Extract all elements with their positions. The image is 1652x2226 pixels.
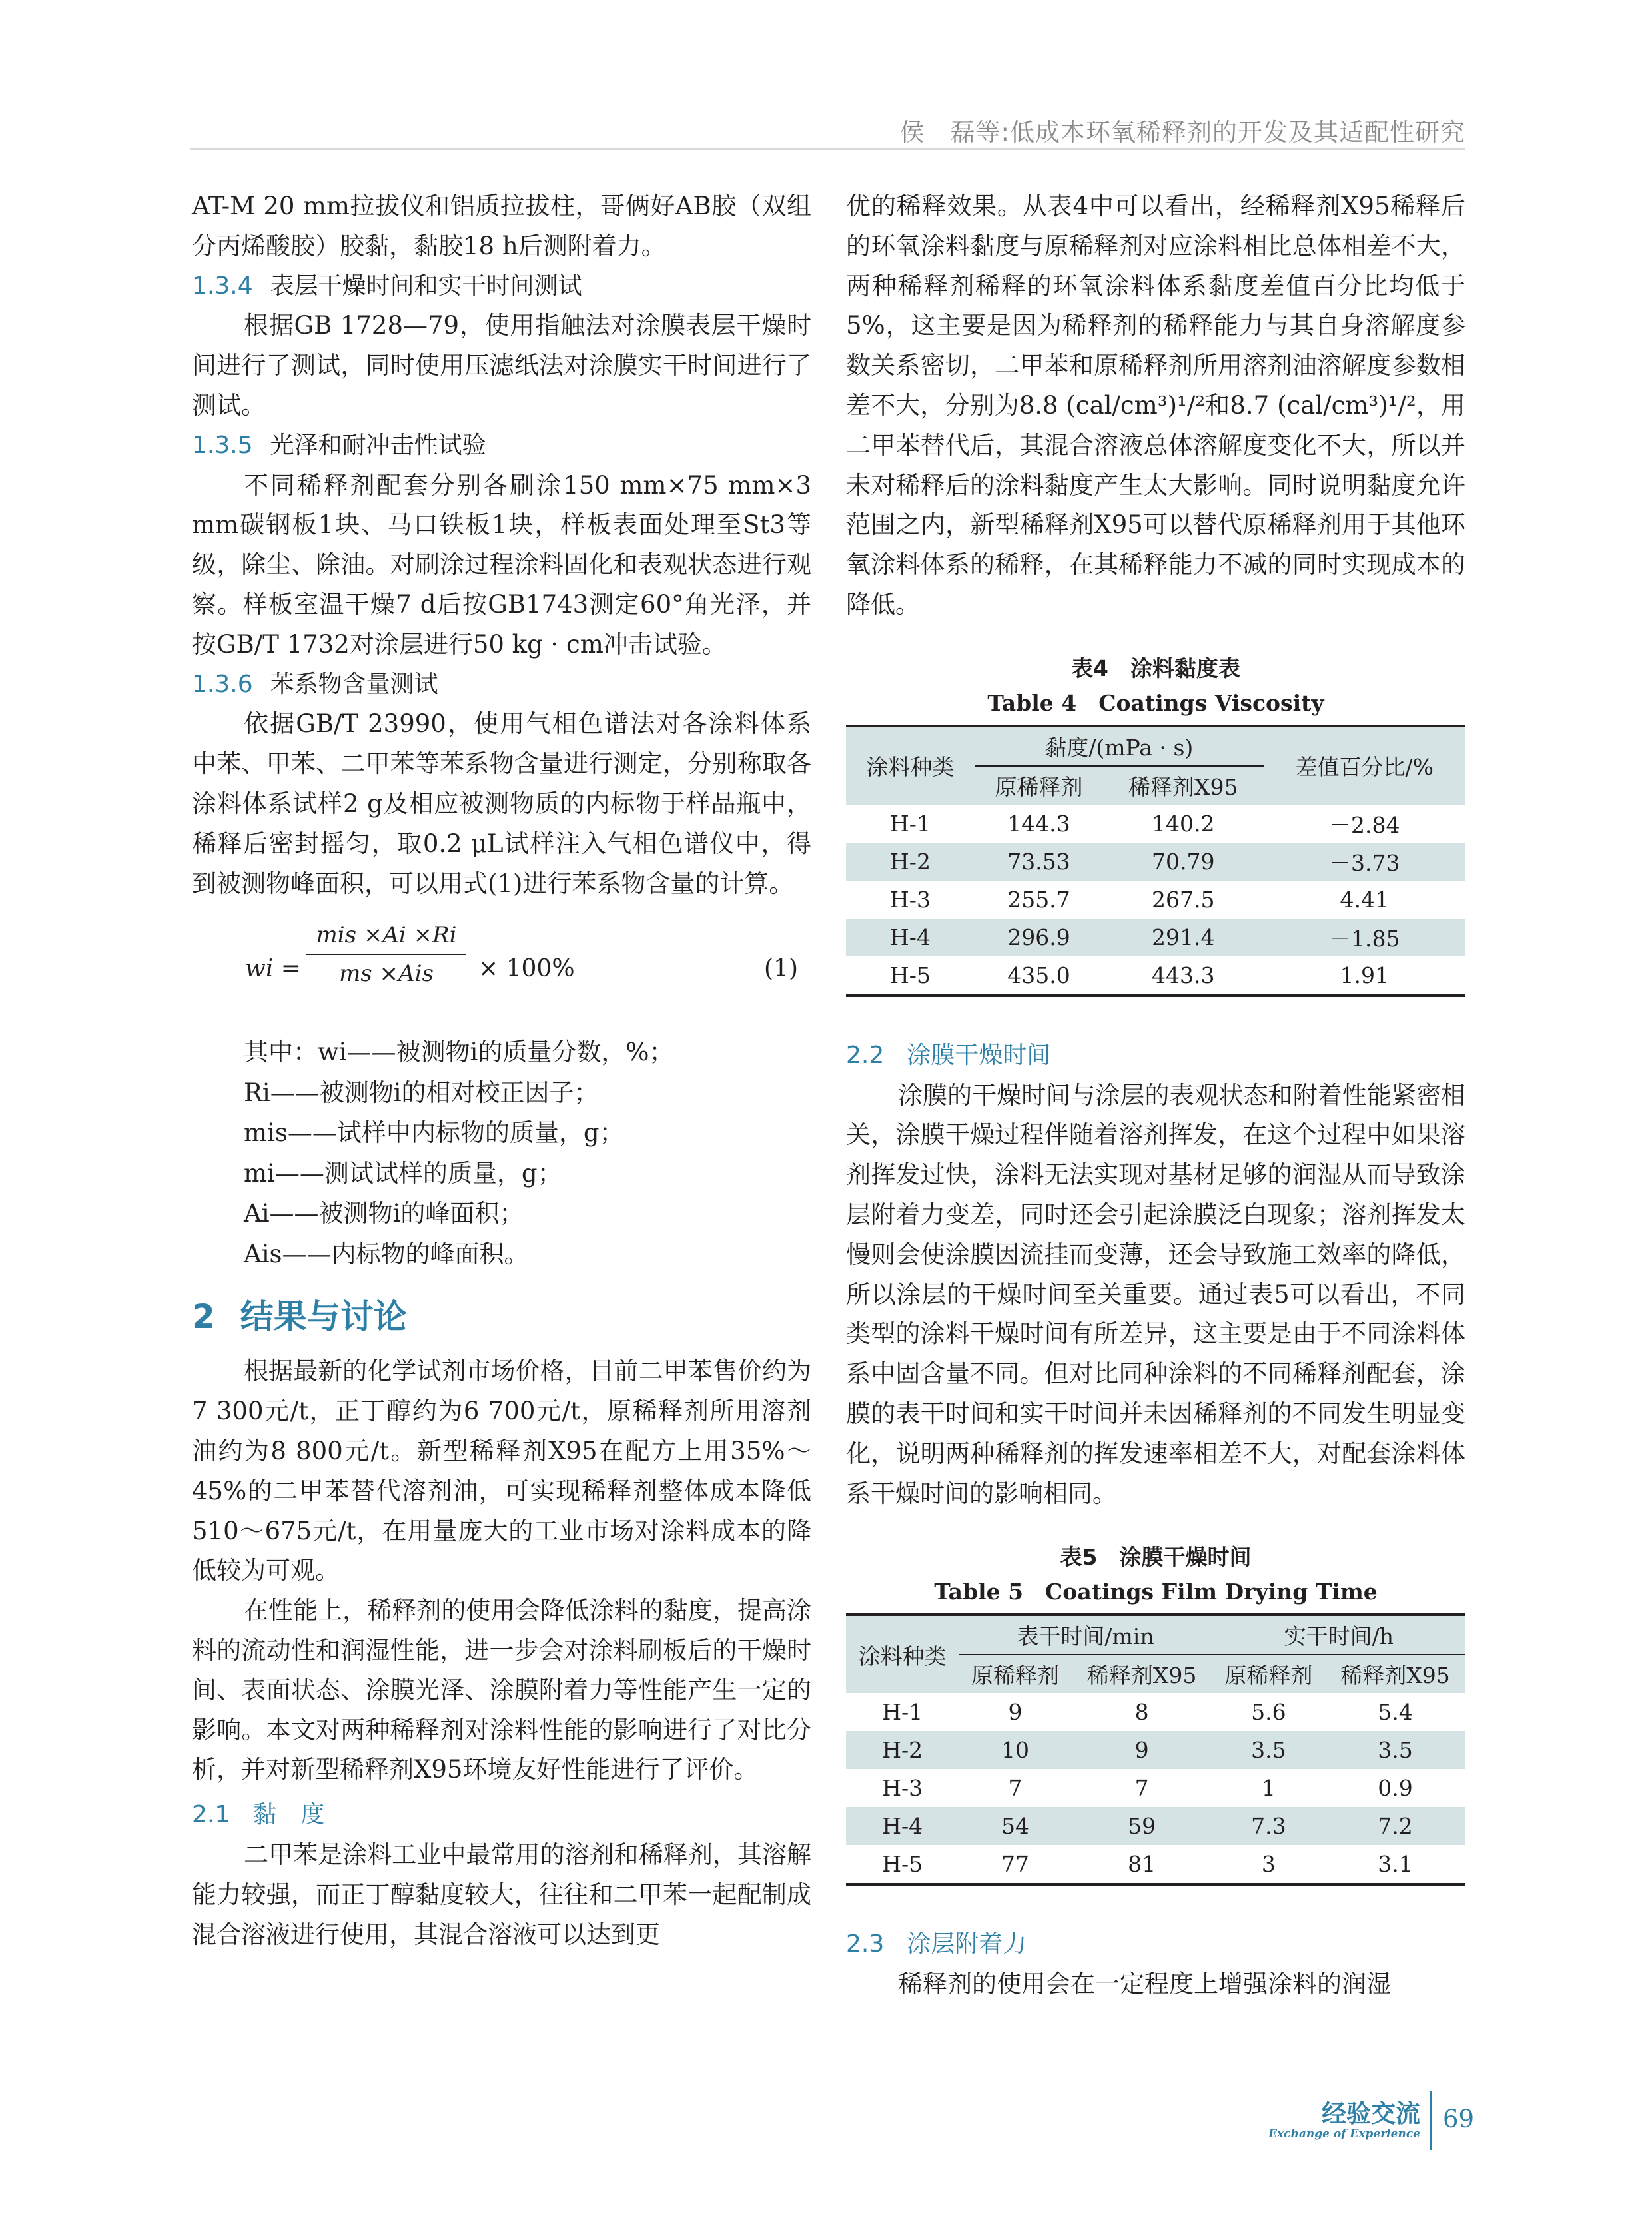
definition-line: Ri——被测物i的相对校正因子；: [244, 1078, 599, 1107]
table-cell: 1.91: [1340, 962, 1390, 988]
table-cell: 1: [1261, 1775, 1276, 1802]
table-cell: 0.9: [1378, 1775, 1413, 1802]
equation-denominator: ms ×Ais: [339, 960, 434, 988]
table-cell: 255.7: [1007, 886, 1070, 913]
paragraph-2-a: 根据最新的化学试剂市场价格，目前二甲苯售价约为7 300元/t，正丁醇约为6 700元/t，原稀释剂所用溶剂油约为8 800元/t。新型稀释剂X95在配方上用35%～45%的二甲苯替代溶剂油，可实现稀释剂整体成本降低510～675元/t，在用量庞大的工业市场对涂料成本的降低较为可观。: [192, 1357, 811, 1585]
header-rule: [190, 148, 1465, 150]
right-column: [846, 186, 1465, 2004]
table-cell: H-2: [846, 843, 975, 881]
equation-1: [192, 919, 811, 1019]
table-cell: 81: [1128, 1851, 1156, 1878]
fraction-bar: [306, 954, 466, 955]
table-row: [846, 919, 1465, 956]
table-row: [846, 1769, 1465, 1807]
variable-definitions: [192, 1032, 811, 1274]
section-heading-2-2: [846, 1036, 1465, 1076]
section-heading-1-3-6: [192, 665, 811, 705]
section-heading-1-3-4: [192, 266, 811, 306]
section-number: 2: [192, 1298, 215, 1337]
definition-line: 其中：wi——被测物i的质量分数，%；: [244, 1038, 674, 1067]
definition-line: mis——试样中内标物的质量，g；: [244, 1118, 624, 1148]
left-column: [192, 186, 811, 1954]
table-cell: 77: [1001, 1851, 1029, 1878]
table-row: [846, 1845, 1465, 1884]
table-cell: －2.84: [1329, 811, 1400, 838]
table-cell: 5.4: [1378, 1699, 1413, 1726]
table-4: [846, 725, 1465, 997]
table-row: [846, 1693, 1465, 1731]
table-header: 实干时间/h: [1212, 1615, 1465, 1655]
section-title: 光泽和耐冲击性试验: [270, 431, 486, 459]
running-title: 侯 磊等:低成本环氧稀释剂的开发及其适配性研究: [899, 118, 1465, 147]
table-header: 原稀释剂: [959, 1655, 1071, 1693]
table-cell: 140.2: [1152, 810, 1215, 837]
table-cell: 54: [959, 1807, 1071, 1845]
table-5-caption: 表5 涂膜干燥时间: [1060, 1544, 1252, 1571]
section-heading-2-3: [846, 1924, 1465, 1964]
table-4-caption: 表4 涂料黏度表: [1071, 655, 1240, 681]
table-cell: 70.79: [1103, 843, 1264, 881]
table-cell: 73.53: [975, 843, 1103, 881]
table-cell: －3.73: [1264, 843, 1465, 881]
paragraph-2-2: 涂膜的干燥时间与涂层的表观状态和附着性能紧密相关，涂膜干燥过程伴随着溶剂挥发，在这个过程中如果溶剂挥发过快，涂料无法实现对基材足够的润湿从而导致涂层附着力变差，同时还会引起涂膜泛白现象；溶剂挥发太慢则会使涂膜因流挂而变薄，还会导致施工效率的降低，所以涂层的干燥时间至关重要。通过表5可以看出，不同类型的涂料干燥时间有所差异，这主要是由于不同涂料体系中固含量不同。但对比同种涂料的不同稀释剂配套，涂膜的表干时间和实干时间并未因稀释剂的不同发生明显变化，说明两种稀释剂的挥发速率相差不大，对配套涂料体系干燥时间的影响相同。: [846, 1080, 1465, 1508]
section-title: 表层干燥时间和实干时间测试: [270, 272, 582, 300]
table-cell: 296.9: [975, 919, 1103, 956]
section-number: 2.1: [192, 1801, 230, 1829]
section-heading-2: [192, 1297, 811, 1337]
table-cell: 267.5: [1152, 886, 1215, 913]
paragraph-continued: AT-M 20 mm拉拔仪和铝质拉拔柱，哥俩好AB胶（双组分丙烯酸胶）胶黏，黏胶18 h后测附着力。: [192, 192, 811, 260]
paragraph-2-3: 稀释剂的使用会在一定程度上增强涂料的润湿: [898, 1970, 1391, 1999]
table-header: 黏度/(mPa · s): [975, 726, 1264, 766]
table-cell: 3.5: [1325, 1731, 1465, 1769]
section-heading-1-3-5: [192, 426, 811, 466]
table-cell: 3.1: [1378, 1851, 1413, 1878]
table-cell: H-4: [846, 1807, 959, 1845]
table-cell: 10: [959, 1731, 1071, 1769]
table-cell: 59: [1072, 1807, 1212, 1845]
section-number: 1.3.5: [192, 431, 253, 459]
table-cell: 435.0: [1007, 962, 1070, 988]
table-cell: H-5: [890, 962, 931, 988]
section-title: 涂层附着力: [907, 1930, 1027, 1958]
definition-line: Ai——被测物i的峰面积；: [244, 1199, 524, 1228]
table-cell: 7.3: [1212, 1807, 1325, 1845]
table-cell: 5.6: [1251, 1699, 1286, 1726]
table-header: 稀释剂X95: [1103, 766, 1264, 805]
equation-fraction: [306, 922, 466, 987]
page-number: 69: [1443, 2105, 1475, 2133]
table-cell: 7: [1134, 1775, 1149, 1802]
table-cell: －1.85: [1264, 919, 1465, 956]
paragraph-1-3-5: 不同稀释剂配套分别各刷涂150 mm×75 mm×3 mm碳钢板1块、马口铁板1块，样板表面处理至St3等级，除尘、除油。对刷涂过程涂料固化和表观状态进行观察。样板室温干燥7 d后按GB1743测定60°角光泽，并按GB/T 1732对涂层进行50 kg · cm冲击试验。: [192, 470, 811, 659]
section-title: 苯系物含量测试: [270, 670, 438, 698]
section-heading-2-1: [192, 1795, 811, 1835]
section-number: 2.3: [846, 1930, 885, 1958]
table-cell: 9: [1008, 1699, 1023, 1726]
definition-line: Ais——内标物的峰面积。: [244, 1239, 529, 1268]
table-cell: H-3: [890, 886, 931, 913]
table-cell: H-3: [882, 1775, 923, 1802]
section-title: 黏 度: [252, 1801, 325, 1829]
definition-line: mi——测试试样的质量，g；: [244, 1158, 562, 1188]
table-row: [846, 805, 1465, 843]
table-cell: 3.5: [1212, 1731, 1325, 1769]
paragraph-1-3-4: 根据GB 1728—79，使用指触法对涂膜表层干燥时间进行了测试，同时使用压滤纸法对涂膜实干时间进行了测试。: [192, 311, 811, 420]
table-header: 原稀释剂: [975, 766, 1103, 805]
paragraph-2-1-continued: 优的稀释效果。从表4中可以看出，经稀释剂X95稀释后的环氧涂料黏度与原稀释剂对应涂料相比总体相差不大，两种稀释剂稀释的环氧涂料体系黏度差值百分比均低于5%，这主要是因为稀释剂的稀释能力与其自身溶解度参数关系密切，二甲苯和原稀释剂所用溶剂油溶解度参数相差不大，分别为8.8 (cal/cm³)¹/²和8.7 (cal/cm³)¹/²，用二甲苯替代后，其混合溶液总体溶解度变化不大，所以并未对稀释后的涂料黏度产生太大影响。同时说明黏度允许范围之内，新型稀释剂X95可以替代原稀释剂用于其他环氧涂料体系的稀释，在其稀释能力不减的同时实现成本的降低。: [846, 192, 1465, 619]
table-row: [846, 881, 1465, 919]
paragraph-2-b: 在性能上，稀释剂的使用会降低涂料的黏度，提高涂料的流动性和润湿性能，进一步会对涂料刷板后的干燥时间、表面状态、涂膜光泽、涂膜附着力等性能产生一定的影响。本文对两种稀释剂对涂料性能的影响进行了对比分析，并对新型稀释剂X95环境友好性能进行了评价。: [192, 1596, 811, 1784]
table-cell: H-1: [882, 1699, 923, 1726]
table-row: [846, 1807, 1465, 1845]
table-row: [846, 1731, 1465, 1769]
table-cell: 4.41: [1340, 886, 1390, 913]
table-row: [846, 956, 1465, 996]
table-header: 稀释剂X95: [1325, 1655, 1465, 1693]
footer-divider: [1430, 2091, 1432, 2150]
paragraph-2-1: 二甲苯是涂料工业中最常用的溶剂和稀释剂，其溶解能力较强，而正丁醇黏度较大，往往和二甲苯一起配制成混合溶液进行使用，其混合溶液可以达到更: [192, 1840, 811, 1949]
table-cell: H-2: [846, 1731, 959, 1769]
equation-numerator: mis ×Ai ×Ri: [316, 922, 457, 949]
table-cell: H-1: [890, 810, 931, 837]
journal-section-name-en: Exchange of Experience: [1268, 2127, 1420, 2141]
table-cell: H-4: [846, 919, 975, 956]
table-cell: 291.4: [1103, 919, 1264, 956]
table-cell: 3: [1261, 1851, 1276, 1878]
table-cell: 144.3: [1007, 810, 1070, 837]
table-header: 涂料种类: [846, 1615, 959, 1693]
table-row: [846, 843, 1465, 881]
table-cell: 8: [1134, 1699, 1149, 1726]
section-number: 1.3.6: [192, 670, 253, 698]
section-number: 2.2: [846, 1041, 885, 1069]
equation-factor: × 100%: [478, 955, 575, 983]
table-cell: 7.2: [1325, 1807, 1465, 1845]
equation-lhs: wi =: [245, 955, 301, 983]
table-cell: 7: [1008, 1775, 1023, 1802]
table-5-caption-en: Table 5 Coatings Film Drying Time: [934, 1579, 1378, 1605]
equation-number: (1): [764, 955, 798, 983]
journal-section-name: 经验交流: [1322, 2099, 1420, 2128]
table-cell: 443.3: [1152, 962, 1215, 988]
table-4-caption-en: Table 4 Coatings Viscosity: [987, 689, 1324, 716]
table-header: 涂料种类: [846, 726, 975, 805]
table-cell: 9: [1072, 1731, 1212, 1769]
section-number: 1.3.4: [192, 272, 253, 300]
table-header: 表干时间/min: [959, 1615, 1212, 1655]
table-header: 稀释剂X95: [1072, 1655, 1212, 1693]
table-header: 原稀释剂: [1212, 1655, 1325, 1693]
paragraph-1-3-6: 依据GB/T 23990，使用气相色谱法对各涂料体系中苯、甲苯、二甲苯等苯系物含量进行测定，分别称取各涂料体系试样2 g及相应被测物质的内标物于样品瓶中，稀释后密封摇匀，取0.2 μL试样注入气相色谱仪中，得到被测物峰面积，可以用式(1)进行苯系物含量的计算。: [192, 709, 811, 898]
table-cell: H-5: [882, 1851, 923, 1878]
section-title: 涂膜干燥时间: [907, 1041, 1051, 1069]
section-title: 结果与讨论: [240, 1298, 407, 1337]
table-header: 差值百分比/%: [1264, 726, 1465, 805]
table-5: [846, 1613, 1465, 1886]
